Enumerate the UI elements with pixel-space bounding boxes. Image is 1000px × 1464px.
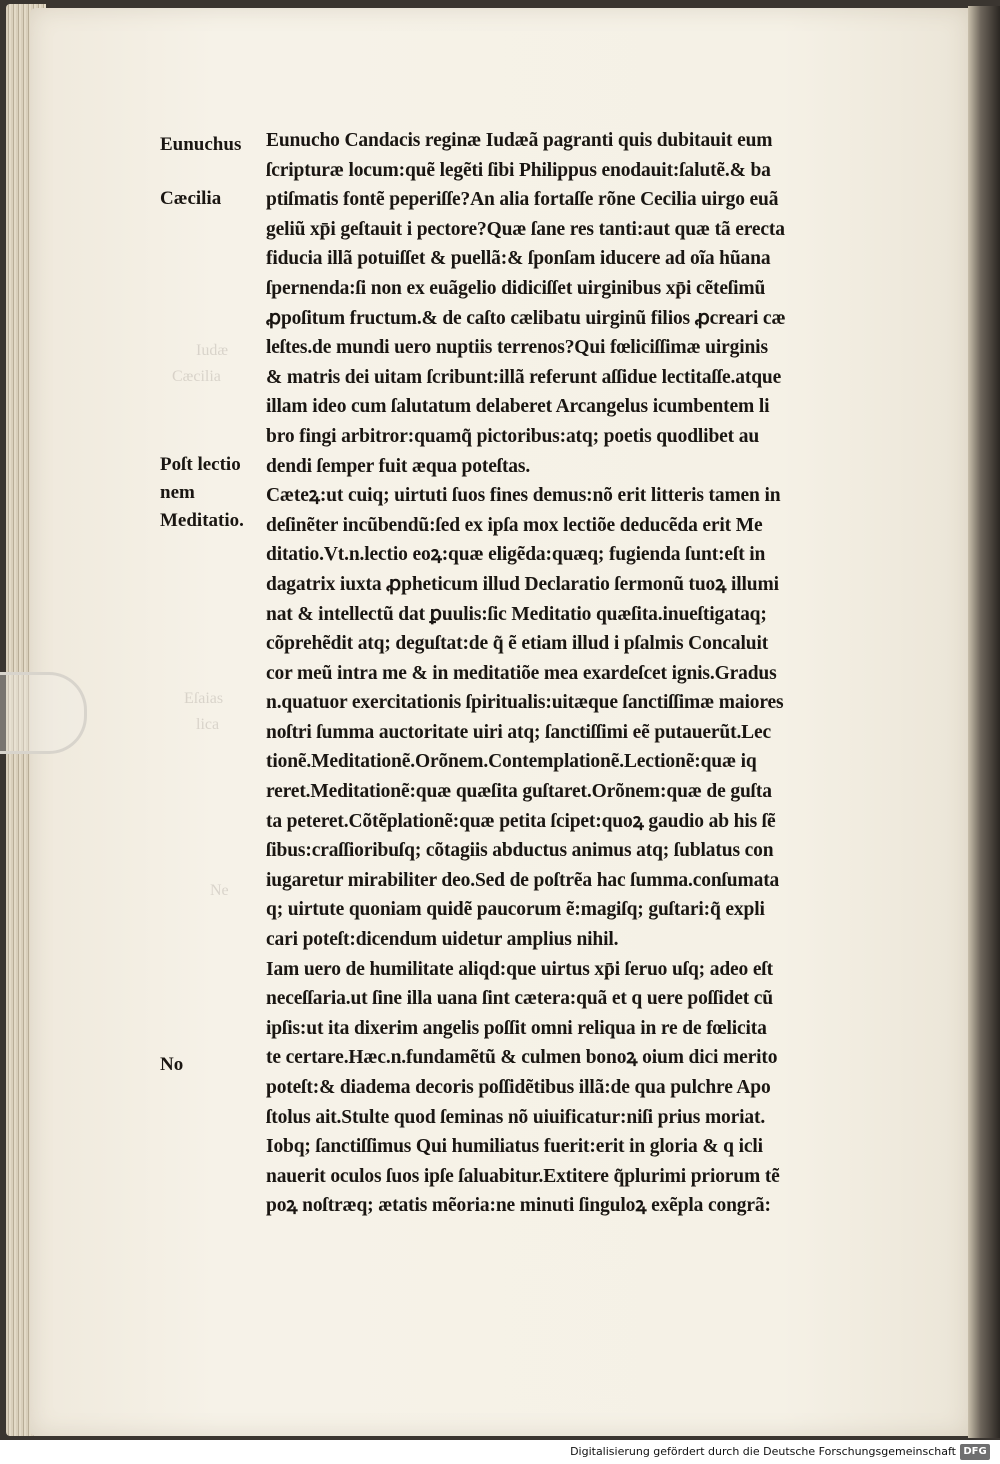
text-line: illam ideo cum ſalutatum delaberet Arcangelus icumbentem li	[266, 396, 770, 418]
text-line: cor meũ intra me & in meditatiõe mea exardeſcet ignis.Gradus	[266, 662, 777, 684]
text-line: nauerit oculos ſuos ipſe ſaluabitur.Extitere q̃plurimi priorum tẽ	[266, 1165, 780, 1187]
footer-credit: Digitalisierung gefördert durch die Deutsche Forschungsgemeinschaft	[570, 1445, 956, 1458]
dfg-logo: DFG	[960, 1444, 990, 1460]
text-line: cari poteſt:dicendum uidetur amplius nihil.	[266, 929, 619, 951]
text-line: & matris dei uitam ſcribunt:illã referunt aſſidue lectitaſſe.atque	[266, 366, 782, 388]
text-line: ſibus:craſſioribuſq; cõtagiis abductus animus atq; ſublatus con	[266, 840, 774, 862]
text-line: ſtolus ait.Stulte quod ſeminas nõ uiuificatur:niſi prius moriat.	[266, 1106, 766, 1128]
text-line: geliũ xp̄i geſtauit i pectore?Quæ ſane res tanti:aut quæ tã erecta	[266, 218, 785, 240]
bleed-through-mark: lica	[196, 716, 220, 733]
margin-note-post-lectio: Poſt lectio	[160, 454, 241, 475]
text-line: iugaretur mirabiliter deo.Sed de poſtrẽa hac ſumma.conſumata	[266, 869, 780, 891]
text-line: leſtes.de mundi uero nuptiis terrenos?Qui fœliciſſimæ uirginis	[266, 337, 768, 359]
page-clip	[0, 672, 87, 754]
margin-note-caecilia: Cæcilia	[160, 188, 222, 209]
text-line: tionẽ.Meditationẽ.Orõnem.Contemplationẽ.Lectionẽ:quæ iq	[266, 751, 757, 773]
text-line: Eunucho Candacis reginæ Iudæã pagranti quis dubitauit eum	[266, 130, 773, 151]
text-line: Cæteꝝ:ut cuiq; uirtuti ſuos fines demus:nõ erit litteris tamen in	[266, 485, 781, 507]
text-line: ſcripturæ locum:quẽ legẽti ſibi Philippus enodauit:ſalutẽ.& ba	[266, 159, 771, 181]
digitization-footer	[0, 1440, 1000, 1464]
text-line: te certare.Hæc.n.fundamẽtũ & culmen bonoꝝ oium dici merito	[266, 1047, 778, 1069]
bleed-through-mark: Cæcilia	[172, 368, 221, 385]
text-line: ipſis:ut ita dixerim angelis poſſit omni reliqua in re de fœlicita	[266, 1017, 767, 1039]
margin-note-eunuchus: Eunuchus	[160, 134, 242, 155]
text-line: ta peteret.Cõtẽplationẽ:quæ petita ſcipet:quoꝝ gaudio ab his ſẽ	[266, 810, 776, 832]
text-line: reret.Meditationẽ:quæ quæſita guſtaret.Orõnem:quæ de guſta	[266, 781, 772, 803]
text-line: q; uirtute quoniam quidẽ paucorum ẽ:magiſq; guſtari:q̃ expli	[266, 899, 765, 921]
text-line: ptiſmatis fontẽ peperiſſe?An alia fortaſſe rõne Cecilia uirgo euã	[266, 189, 779, 211]
text-line: poteſt:& diadema decoris poſſidẽtibus illã:de qua pulchre Apo	[266, 1077, 771, 1098]
text-line: Iam uero de humilitate aliqd:que uirtus xp̄i ſeruo uſq; adeo eſt	[266, 958, 773, 980]
text-line: ſpernenda:ſi non ex euãgelio didiciſſet uirginibus xp̄i cẽteſimũ	[266, 277, 766, 299]
text-line: n.quatuor exercitationis ſpiritualis:uitæque ſanctiſſimæ maiores	[266, 692, 784, 714]
text-line: deſinẽter incũbendũ:ſed ex ipſa mox lectiõe deducẽda erit Me	[266, 514, 763, 536]
text-line: neceſſaria.ut ſine illa uana ſint cætera:quã et q uere poſſidet cũ	[266, 988, 774, 1010]
text-line: dendi ſemper fuit æqua poteſtas.	[266, 455, 531, 477]
text-line: noſtri ſumma auctoritate uiri atq; ſanctiſſimi eẽ putauerũt.Lec	[266, 721, 772, 743]
text-line: ꝓpoſitum fructum.& de caſto cælibatu uirginũ filios ꝓcreari cæ	[266, 307, 786, 329]
text-line: fiducia illã potuiſſet & puellã:& ſponſam iducere ad oĩa hũana	[266, 248, 771, 270]
text-line: poꝝ noſtræq; ætatis mẽoria:ne minuti ſinguloꝝ exẽpla congrã:	[266, 1195, 771, 1217]
text-line: bro fingi arbitror:quamq̃ pictoribus:atq; poetis quodlibet au	[266, 425, 760, 447]
margin-note-meditatio: Meditatio.	[160, 510, 244, 531]
margin-note-no: No	[160, 1054, 184, 1075]
text-line: dagatrix iuxta ꝓpheticum illud Declaratio ſermonũ tuoꝝ illumi	[266, 573, 779, 595]
bleed-through-mark: Iudæ	[196, 342, 228, 359]
bleed-through-mark: Ne	[210, 882, 229, 899]
bleed-through-mark: Eſaias	[184, 690, 224, 707]
body-text-column	[266, 126, 902, 1221]
text-line: Iobq; ſanctiſſimus Qui humiliatus fuerit:erit in gloria & q icli	[266, 1136, 763, 1158]
book-gutter	[968, 6, 1000, 1438]
text-line: ditatio.Vt.n.lectio eoꝝ:quæ eligẽda:quæq; fugienda ſunt:eſt in	[266, 544, 766, 566]
margin-note-nem: nem	[160, 482, 195, 503]
text-line: nat & intellectũ dat ꝑuulis:ſic Meditatio quæſita.inueſtigataq;	[266, 603, 767, 625]
text-line: cõprehẽdit atq; deguſtat:de q̃ ẽ etiam illud i pſalmis Concaluit	[266, 633, 769, 655]
